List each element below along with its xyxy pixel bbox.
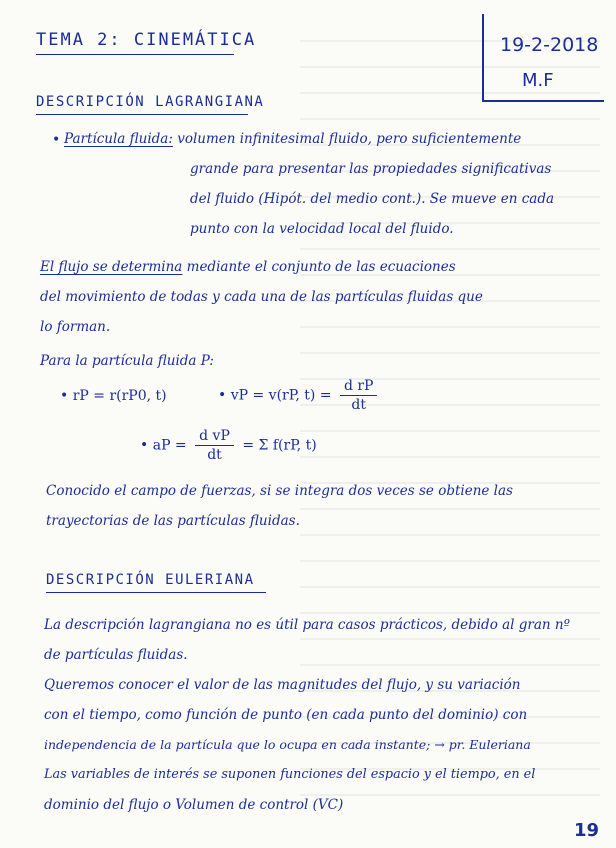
forces-line-1: Conocido el campo de fuerzas, si se integra dos veces se obtiene las [46, 483, 513, 499]
particle-line-2: grande para presentar las propiedades significativas [190, 161, 552, 177]
eq-vp-den: dt [351, 397, 367, 413]
eulerian-heading: DESCRIPCIÓN EULERIANA [46, 572, 255, 588]
particle-line-1: volumen infinitesimal fluido, pero suficientemente [177, 131, 522, 147]
eq-ap-right: = Σ f(rP, t) [242, 437, 317, 454]
eulerian-line-4: con el tiempo, como función de punto (en cada punto del dominio) con [44, 707, 528, 723]
flow-line-1: mediante el conjunto de las ecuaciones [186, 259, 456, 275]
lagrangian-heading: DESCRIPCIÓN LAGRANGIANA [36, 94, 265, 110]
page-title: TEMA 2: CINEMÁTICA [36, 30, 257, 50]
eulerian-paragraph [44, 610, 570, 820]
equation-position [60, 388, 167, 404]
date: 19-2-2018 [500, 34, 599, 56]
bullet-eq3: • [140, 437, 153, 454]
forces-paragraph [46, 476, 513, 536]
eulerian-line-5: independencia de la partícula que lo ocupa en cada instante; → pr. Euleriana [44, 737, 531, 752]
bullet-particle: • [52, 132, 61, 148]
particle-definition [64, 124, 521, 154]
eulerian-line-7: dominio del flujo o Volumen de control (VC) [44, 797, 344, 813]
particle-line-4: punto con la velocidad local del fluido. [190, 221, 454, 237]
bullet-eq2: • [218, 387, 231, 404]
bullet-eq1: • [60, 388, 73, 404]
eulerian-line-6: Las variables de interés se suponen funciones del espacio y el tiempo, en el [44, 767, 536, 782]
title-underline [36, 54, 234, 55]
initials: M.F [522, 70, 554, 91]
particle-line-3: del fluido (Hipót. del medio cont.). Se mueve en cada [190, 191, 555, 207]
flow-underlined: El flujo se determina [40, 259, 183, 275]
equation-acceleration [140, 428, 317, 463]
equation-velocity [218, 378, 381, 413]
eq-ap-fraction [195, 428, 234, 463]
particle-definition-cont [190, 154, 554, 244]
flow-line-3: lo forman. [40, 319, 111, 335]
flow-line-2: del movimiento de todas y cada una de las partículas fluidas que [40, 289, 483, 305]
particle-term: Partícula fluida: [64, 131, 173, 147]
eq-rp: rP = r(rP0, t) [72, 388, 167, 404]
eq-vp-left: vP = v(rP, t) = [230, 387, 332, 404]
eq-vp-fraction [340, 378, 378, 413]
eulerian-line-1: La descripción lagrangiana no es útil para casos prácticos, debido al gran nº [44, 617, 570, 633]
flow-paragraph [40, 252, 483, 342]
lagrangian-heading-underline [36, 114, 248, 115]
eq-ap-left: aP = [152, 437, 187, 454]
forces-line-2: trayectorias de las partículas fluidas. [46, 513, 300, 529]
eq-vp-num: d rP [340, 378, 378, 396]
eulerian-heading-underline [46, 592, 266, 593]
eq-ap-den: dt [207, 447, 222, 463]
eulerian-line-3: Queremos conocer el valor de las magnitudes del flujo, y su variación [44, 677, 521, 693]
particle-p-intro: Para la partícula fluida P: [40, 353, 214, 369]
eq-ap-num: d vP [195, 428, 234, 446]
eulerian-line-2: de partículas fluidas. [44, 647, 188, 663]
page-number: 19 [574, 820, 600, 841]
